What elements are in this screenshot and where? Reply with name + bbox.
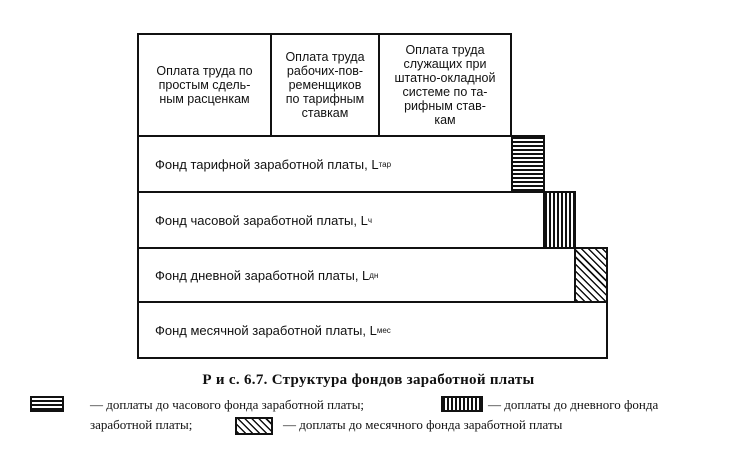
- fund-monthly-sub: мес: [376, 325, 391, 335]
- header-cell-piecework: Оплата труда по простым сдель- ным расценкам: [137, 33, 272, 137]
- legend-swatch-diagonal: [235, 417, 273, 435]
- fund-hourly: [137, 191, 545, 249]
- figure-caption: Р и с. 6.7. Структура фондов заработной платы: [202, 372, 535, 388]
- legend-text-vertical: — доплаты до дневного фонда: [488, 397, 659, 412]
- fund-daily: [137, 247, 576, 303]
- fund-hourly-sub: ч: [367, 215, 373, 225]
- hatch-daily-diagonal: [574, 247, 608, 303]
- legend-swatch-vertical: [441, 396, 483, 412]
- fund-daily-sub: дн: [369, 270, 379, 280]
- legend-text-vertical-cont: заработной платы;: [90, 417, 193, 432]
- fund-monthly: [137, 301, 608, 359]
- fund-hourly-label: Фонд часовой заработной платы, L: [155, 212, 368, 228]
- legend-text-diagonal: — доплаты до месячного фонда заработной платы: [283, 417, 563, 432]
- header-cell-employees: Оплата труда служащих при штатно-окладной системе по та- рифным став- кам: [378, 33, 512, 137]
- fund-tariff-label: Фонд тарифной заработной платы, L: [155, 156, 379, 172]
- header-cell-time-workers: Оплата труда рабочих-пов- ременщиков по тарифным ставкам: [270, 33, 380, 137]
- fund-daily-label: Фонд дневной заработной платы, L: [155, 267, 370, 283]
- hatch-tariff-horizontal: [511, 135, 545, 193]
- legend-text-horizontal: — доплаты до часового фонда заработной платы;: [90, 397, 365, 412]
- fund-tariff-sub: тар: [378, 159, 392, 169]
- legend-swatch-horizontal: [30, 396, 64, 412]
- fund-tariff: [137, 135, 513, 193]
- fund-monthly-label: Фонд месячной заработной платы, L: [155, 322, 377, 338]
- hatch-hourly-vertical: [543, 191, 576, 249]
